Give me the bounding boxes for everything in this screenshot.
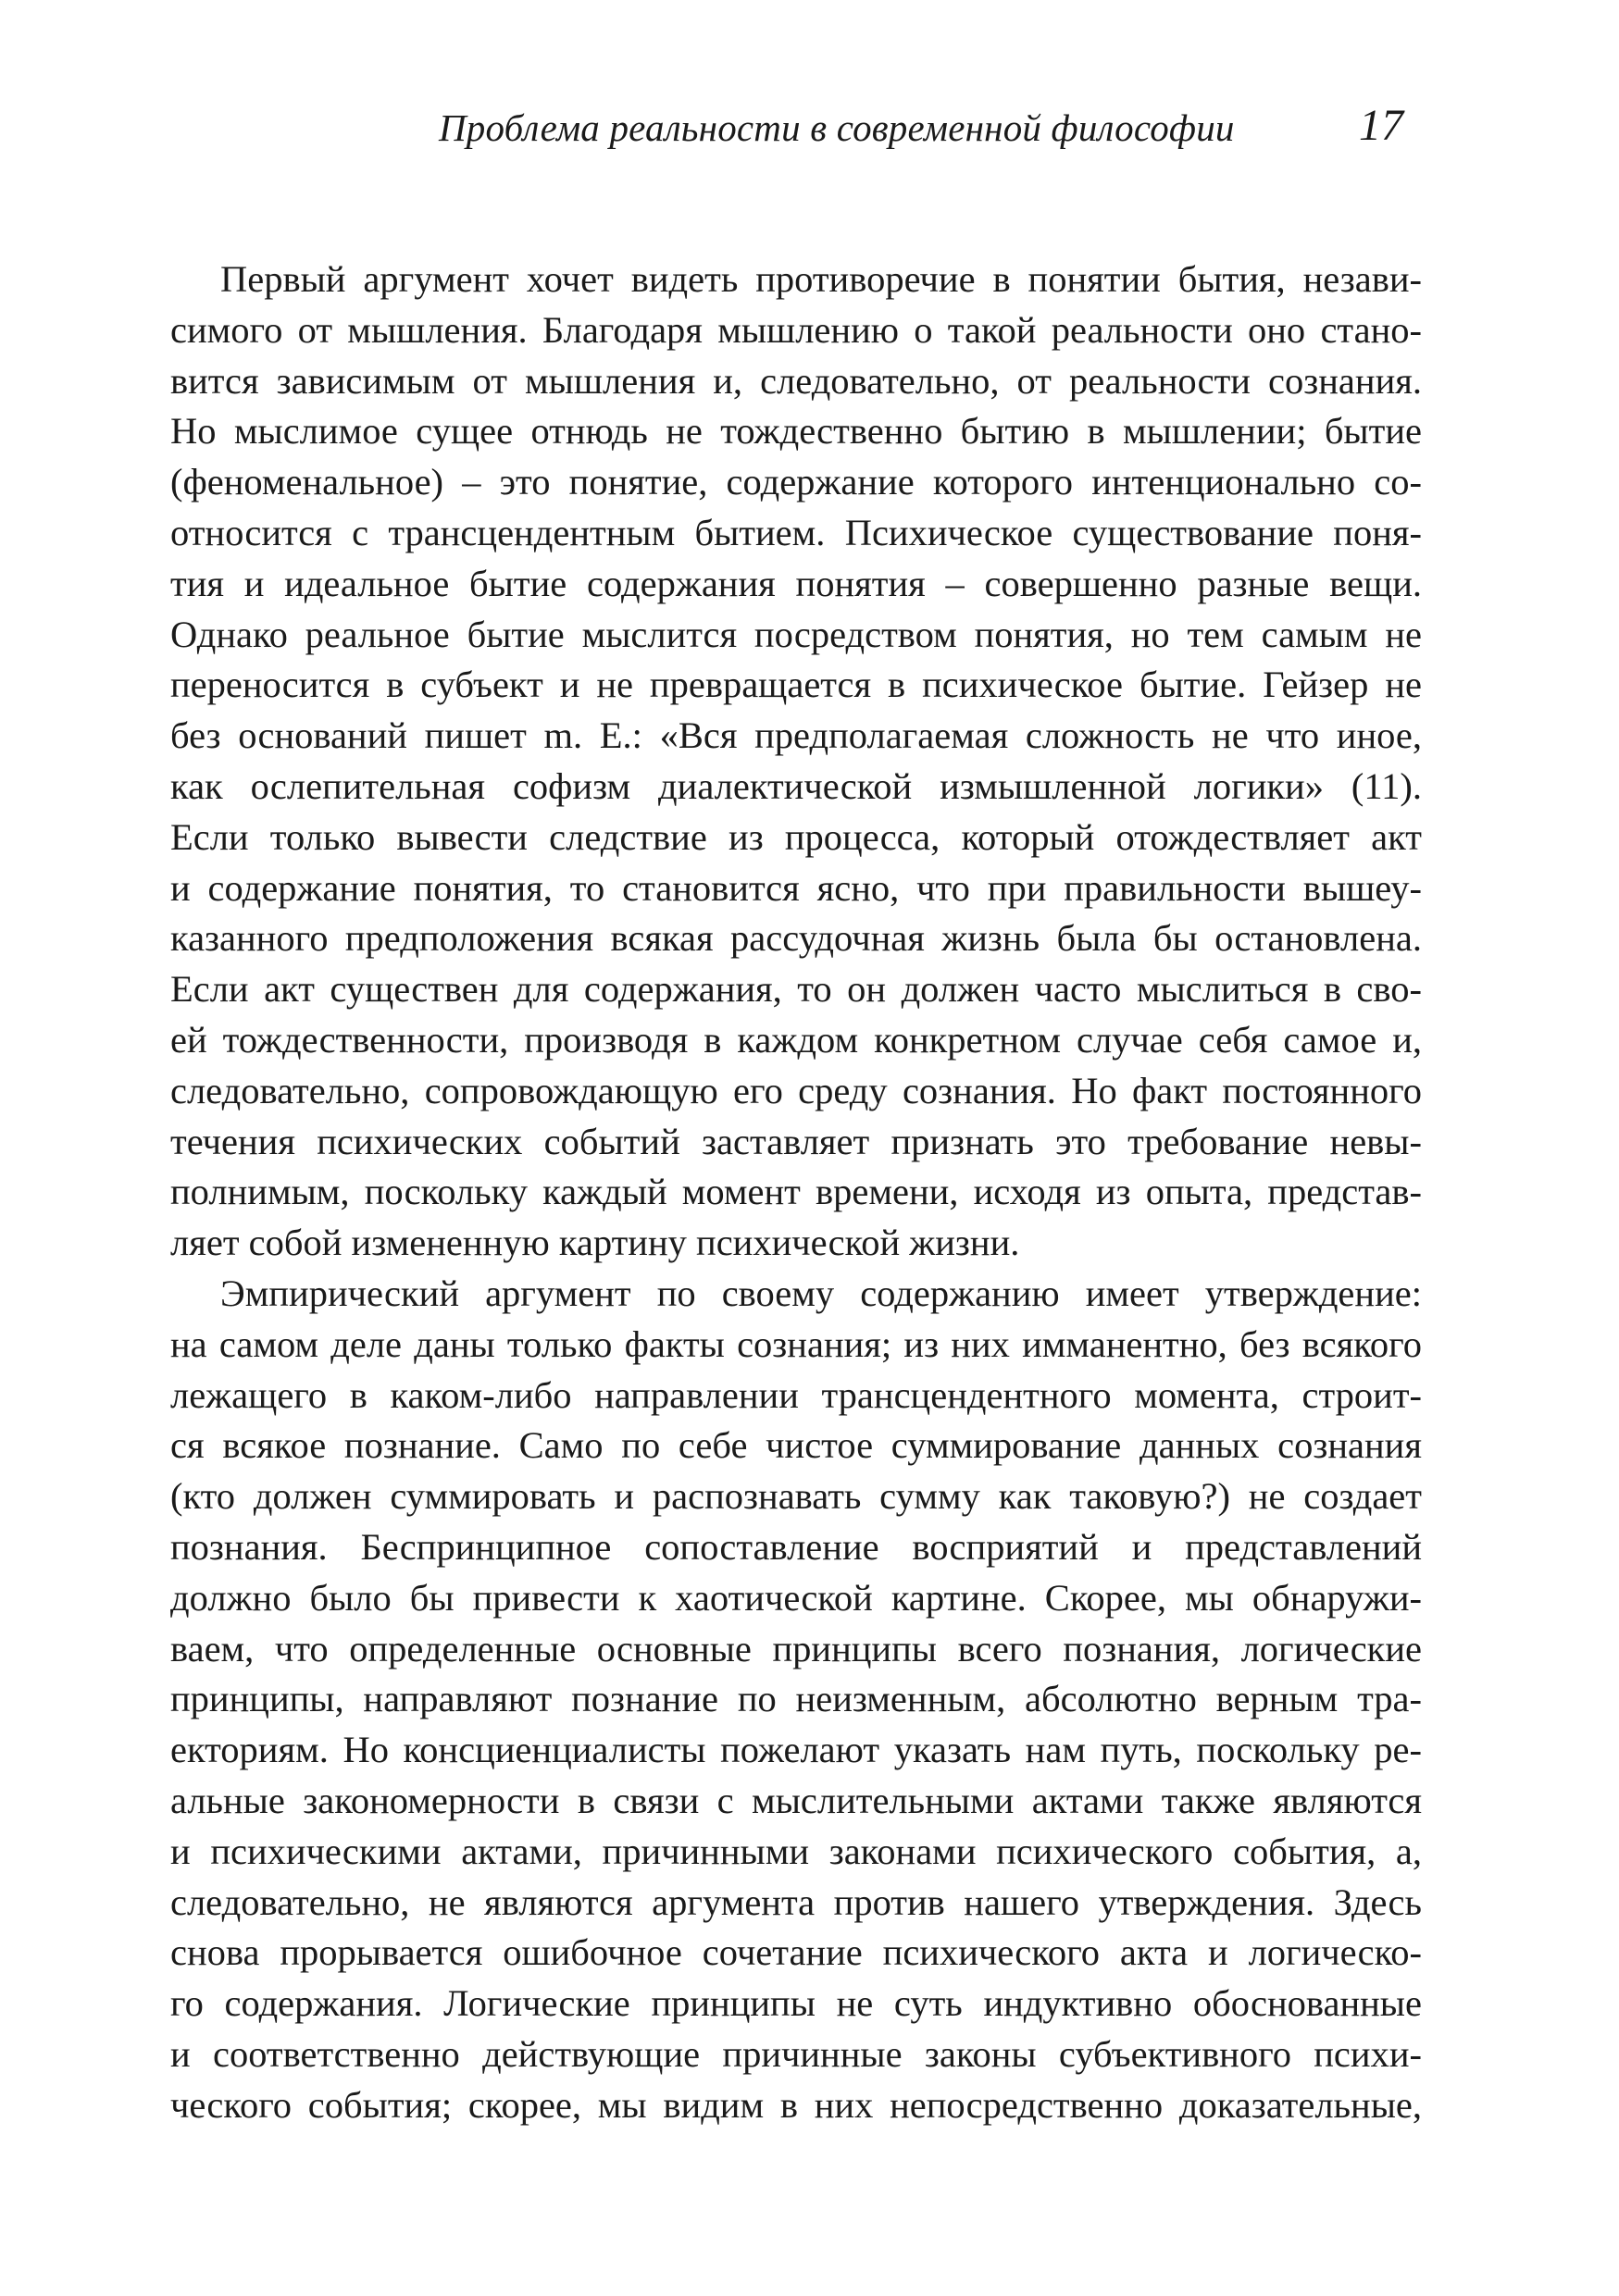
text-line: как ослепительная софизм диалектической измышленной логики» (11). [170, 764, 1422, 807]
text-line: и соответственно действующие причинные законы субъективного психи- [170, 2032, 1422, 2075]
text-line: и содержание понятия, то становится ясно, что при правильности вышеу- [170, 866, 1422, 909]
text-line: должно было бы привести к хаотической картине. Скорее, мы обнаружи- [170, 1576, 1422, 1619]
text-line: переносится в субъект и не превращается в психическое бытие. Гейзер не [170, 664, 1422, 706]
text-line: казанного предположения всякая рассудочная жизнь была бы остановлена. [170, 917, 1422, 960]
text-line: (феноменальное) – это понятие, содержание которого интенционально со- [170, 461, 1422, 503]
text-line: следовательно, не являются аргумента против нашего утверждения. Здесь [170, 1880, 1422, 1923]
text-line: тия и идеальное бытие содержания понятия – совершенно разные вещи. [170, 562, 1422, 604]
text-line: течения психических событий заставляет признать это требование невы- [170, 1120, 1422, 1162]
text-line: Но мыслимое сущее отнюдь не тождественно бытию в мышлении; бытие [170, 410, 1422, 453]
text-line: Первый аргумент хочет видеть противоречие в понятии бытия, незави- [220, 258, 1422, 300]
text-line: Однако реальное бытие мыслится посредством понятия, но тем самым не [170, 613, 1422, 655]
text-line: Эмпирический аргумент по своему содержанию имеет утверждение: [220, 1272, 1422, 1314]
text-line: (кто должен суммировать и распознавать сумму как таковую?) не создает [170, 1475, 1422, 1518]
paragraph-2 [170, 1269, 1422, 2131]
text-line: ляет собой измененную картину психической жизни. [170, 1222, 1020, 1264]
text-line: ческого события; скорее, мы видим в них непосредственно доказательные, [170, 2083, 1422, 2126]
text-line: познания. Беспринципное сопоставление восприятий и представлений [170, 1525, 1422, 1568]
text-body [170, 254, 1422, 2130]
page-number: 17 [1359, 101, 1403, 150]
text-line: снова прорывается ошибочное сочетание психического акта и логическо- [170, 1931, 1422, 1974]
text-line: ваем, что определенные основные принципы всего познания, логические [170, 1627, 1422, 1669]
text-line: альные закономерности в связи с мыслительными актами также являются [170, 1779, 1422, 1821]
text-line: полнимым, поскольку каждый момент времени, исходя из опыта, представ- [170, 1171, 1422, 1213]
text-line: без оснований пишет m. E.: «Вся предполагаемая сложность не что иное, [170, 714, 1422, 757]
text-line: вится зависимым от мышления и, следовательно, от реальности сознания. [170, 359, 1422, 402]
text-line: ей тождественности, производя в каждом конкретном случае себя самое и, [170, 1018, 1422, 1061]
text-line: принципы, направляют познание по неизменным, абсолютно верным тра- [170, 1678, 1422, 1720]
text-line: лежащего в каком-либо направлении трансцендентного момента, строит- [170, 1373, 1422, 1416]
text-line: екториям. Но консциенциалисты пожелают указать нам путь, поскольку ре- [170, 1729, 1422, 1771]
running-title: Проблема реальности в современной философии [439, 106, 1235, 149]
paragraph-1 [170, 254, 1422, 1269]
text-line: симого от мышления. Благодаря мышлению о такой реальности оно стано- [170, 308, 1422, 351]
text-line: относится с трансцендентным бытием. Психическое существование поня- [170, 511, 1422, 553]
text-line: Если акт существен для содержания, то он должен часто мыслиться в сво- [170, 968, 1422, 1011]
page-header [0, 93, 1619, 157]
text-line: ся всякое познание. Само по себе чистое суммирование данных сознания [170, 1424, 1422, 1467]
text-line: следовательно, сопровождающую его среду сознания. Но факт постоянного [170, 1069, 1422, 1111]
text-line: Если только вывести следствие из процесса, который отождествляет акт [170, 815, 1422, 858]
text-line: на самом деле даны только факты сознания; из них имманентно, без всякого [170, 1322, 1422, 1365]
text-line: го содержания. Логические принципы не суть индуктивно обоснованные [170, 1982, 1422, 2025]
text-line: и психическими актами, причинными законами психического события, а, [170, 1830, 1422, 1872]
